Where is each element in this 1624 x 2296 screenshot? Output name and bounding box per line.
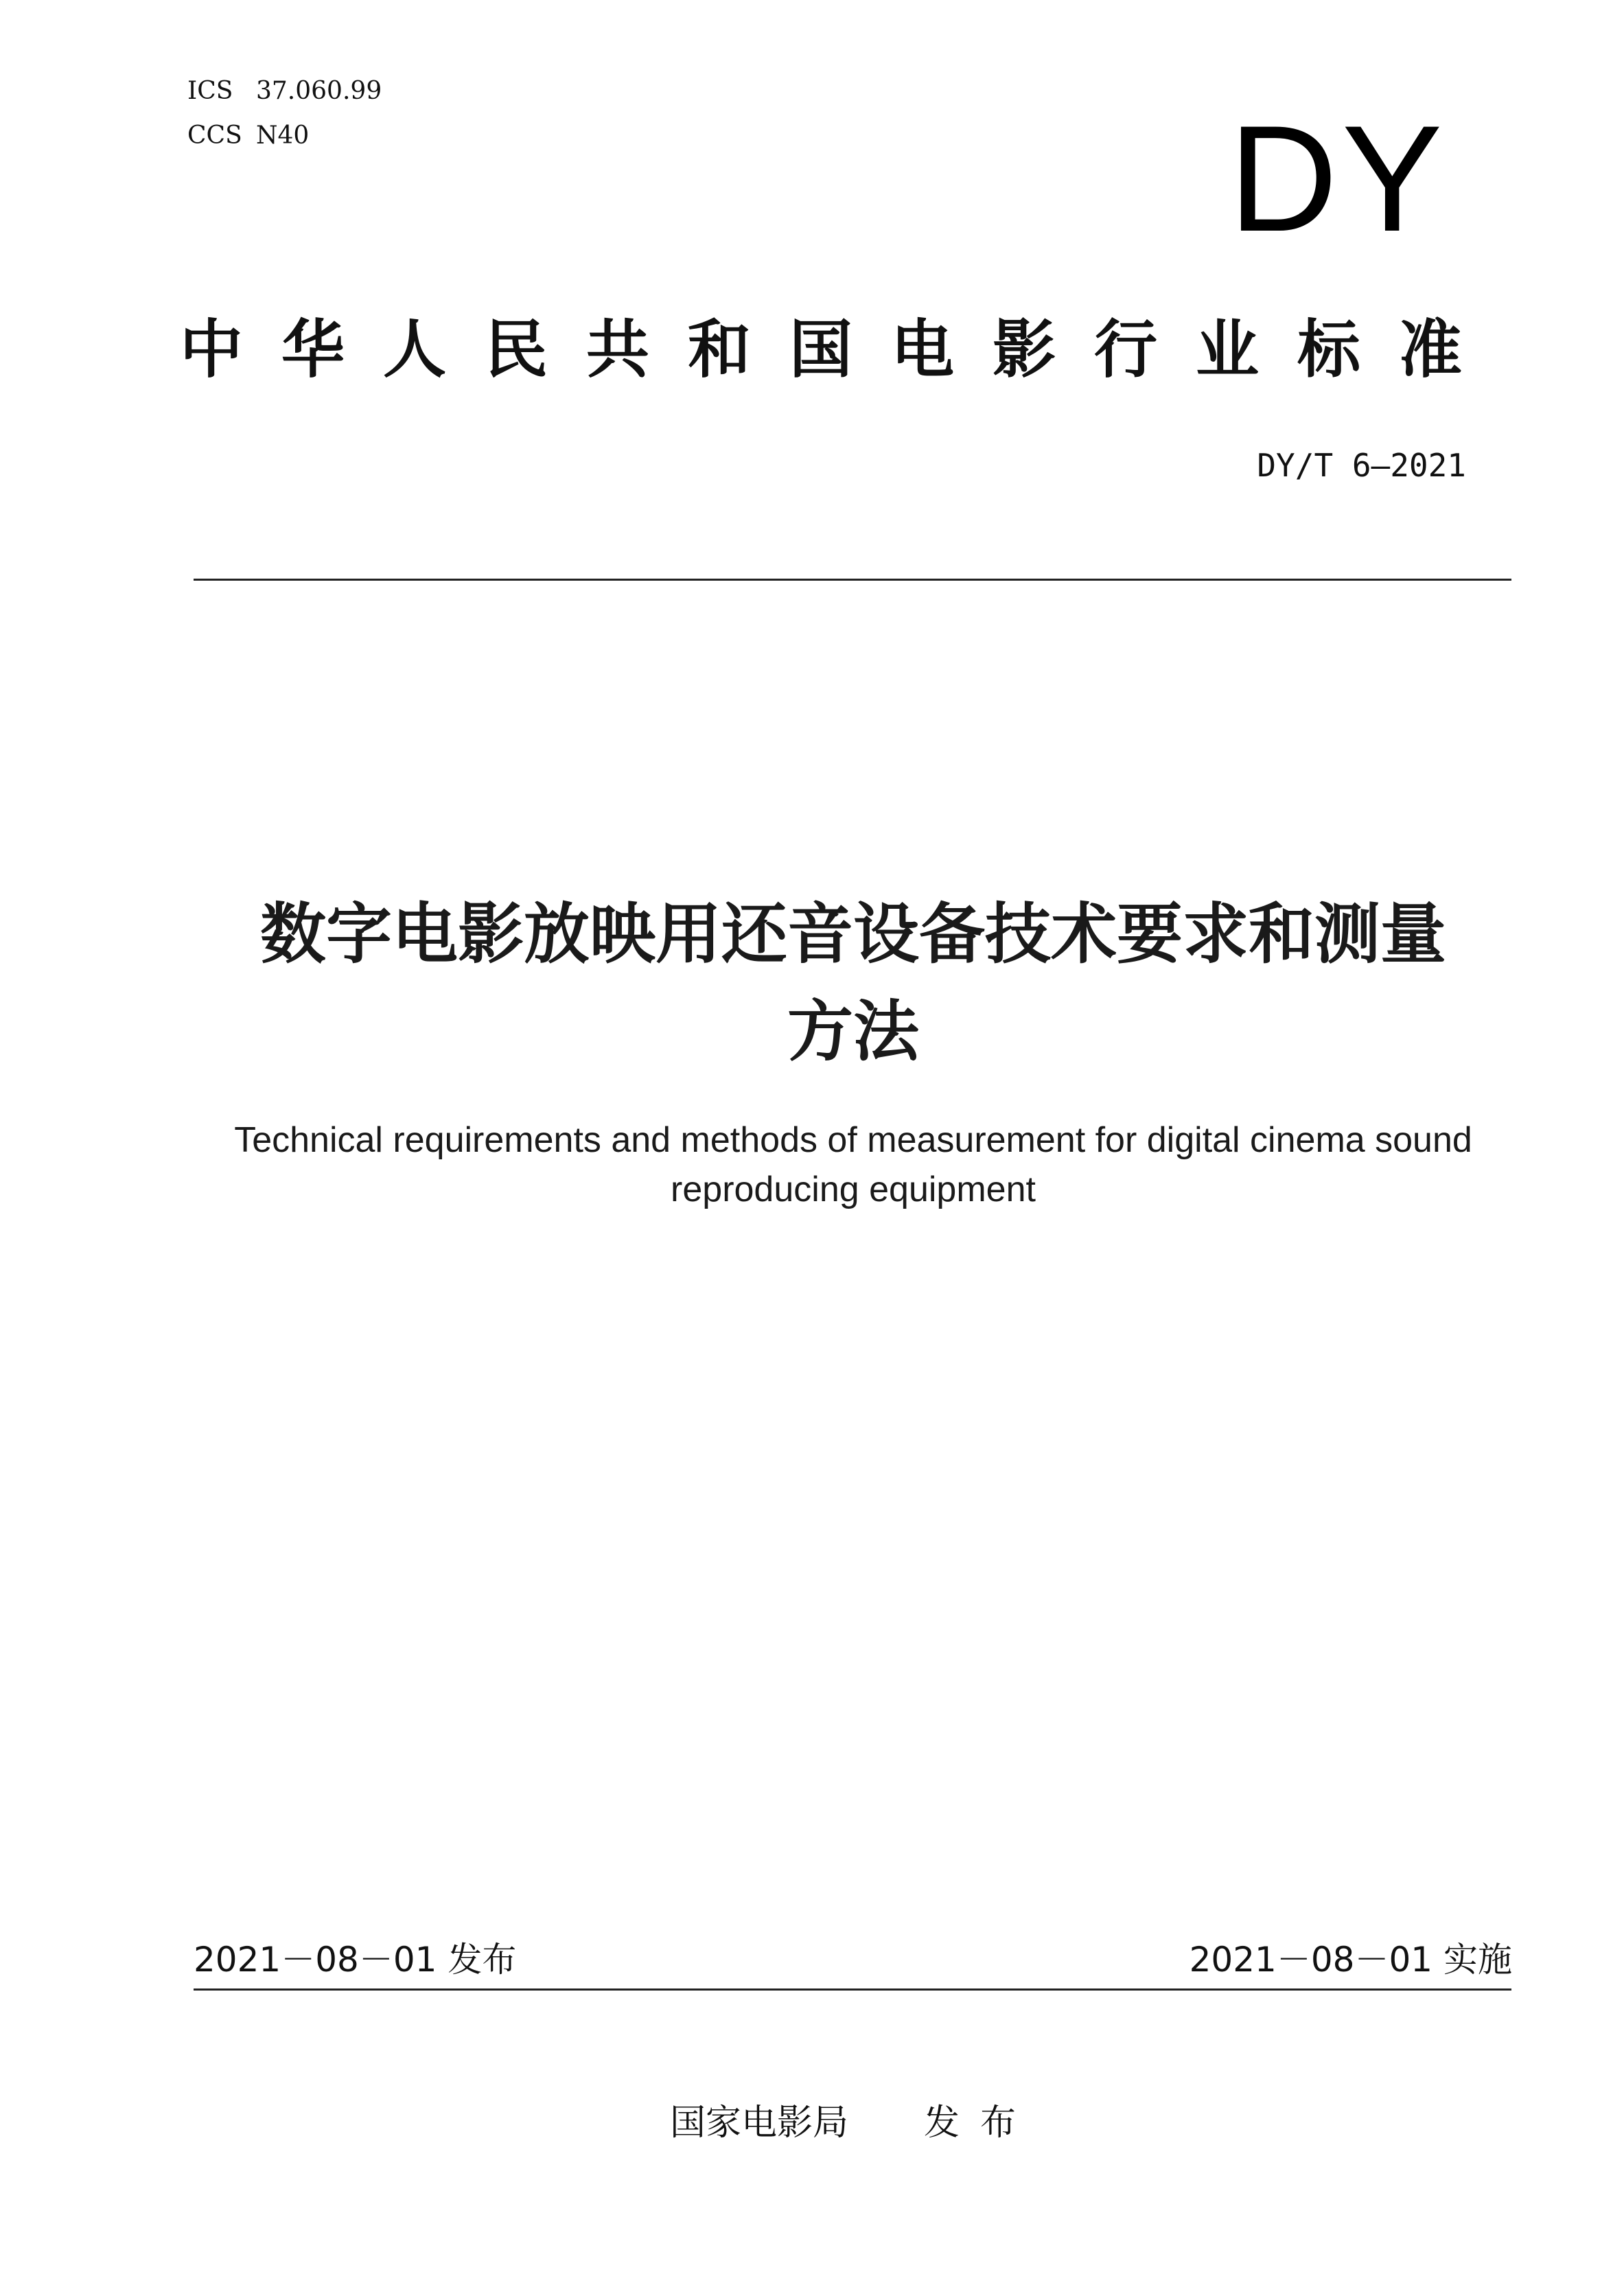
document-title-english	[194, 1115, 1512, 1214]
ccs-code	[187, 120, 309, 152]
publisher-name: 国家电影局	[669, 2102, 848, 2144]
standard-number: DY/T 6—2021	[1257, 447, 1466, 484]
title-en-line-2: reproducing equipment	[671, 1170, 1036, 1209]
ics-label: ICS	[187, 77, 233, 105]
implementation-date: 2021－08－01 实施	[1189, 1940, 1512, 1980]
publisher-action: 发布	[924, 2102, 1037, 2144]
ccs-label: CCS	[187, 121, 242, 150]
document-title-chinese	[194, 885, 1512, 1080]
footer-divider	[194, 1988, 1511, 1991]
standard-type-title: 中华人民共和国电影行业标准	[180, 313, 1501, 386]
issue-date: 2021－08－01 发布	[194, 1940, 517, 1980]
ccs-value: N40	[256, 121, 310, 150]
title-cn-line-1: 数字电影放映用还音设备技术要求和测量	[260, 896, 1446, 973]
ics-code	[187, 76, 382, 107]
publisher	[194, 2100, 1512, 2146]
title-cn-line-2: 方法	[787, 993, 919, 1070]
title-en-line-1: Technical requirements and methods of measurement for digital cinema sound	[234, 1120, 1472, 1160]
ics-value: 37.060.99	[256, 77, 382, 105]
dy-logo: DY	[1229, 94, 1447, 263]
header-divider	[194, 579, 1511, 581]
